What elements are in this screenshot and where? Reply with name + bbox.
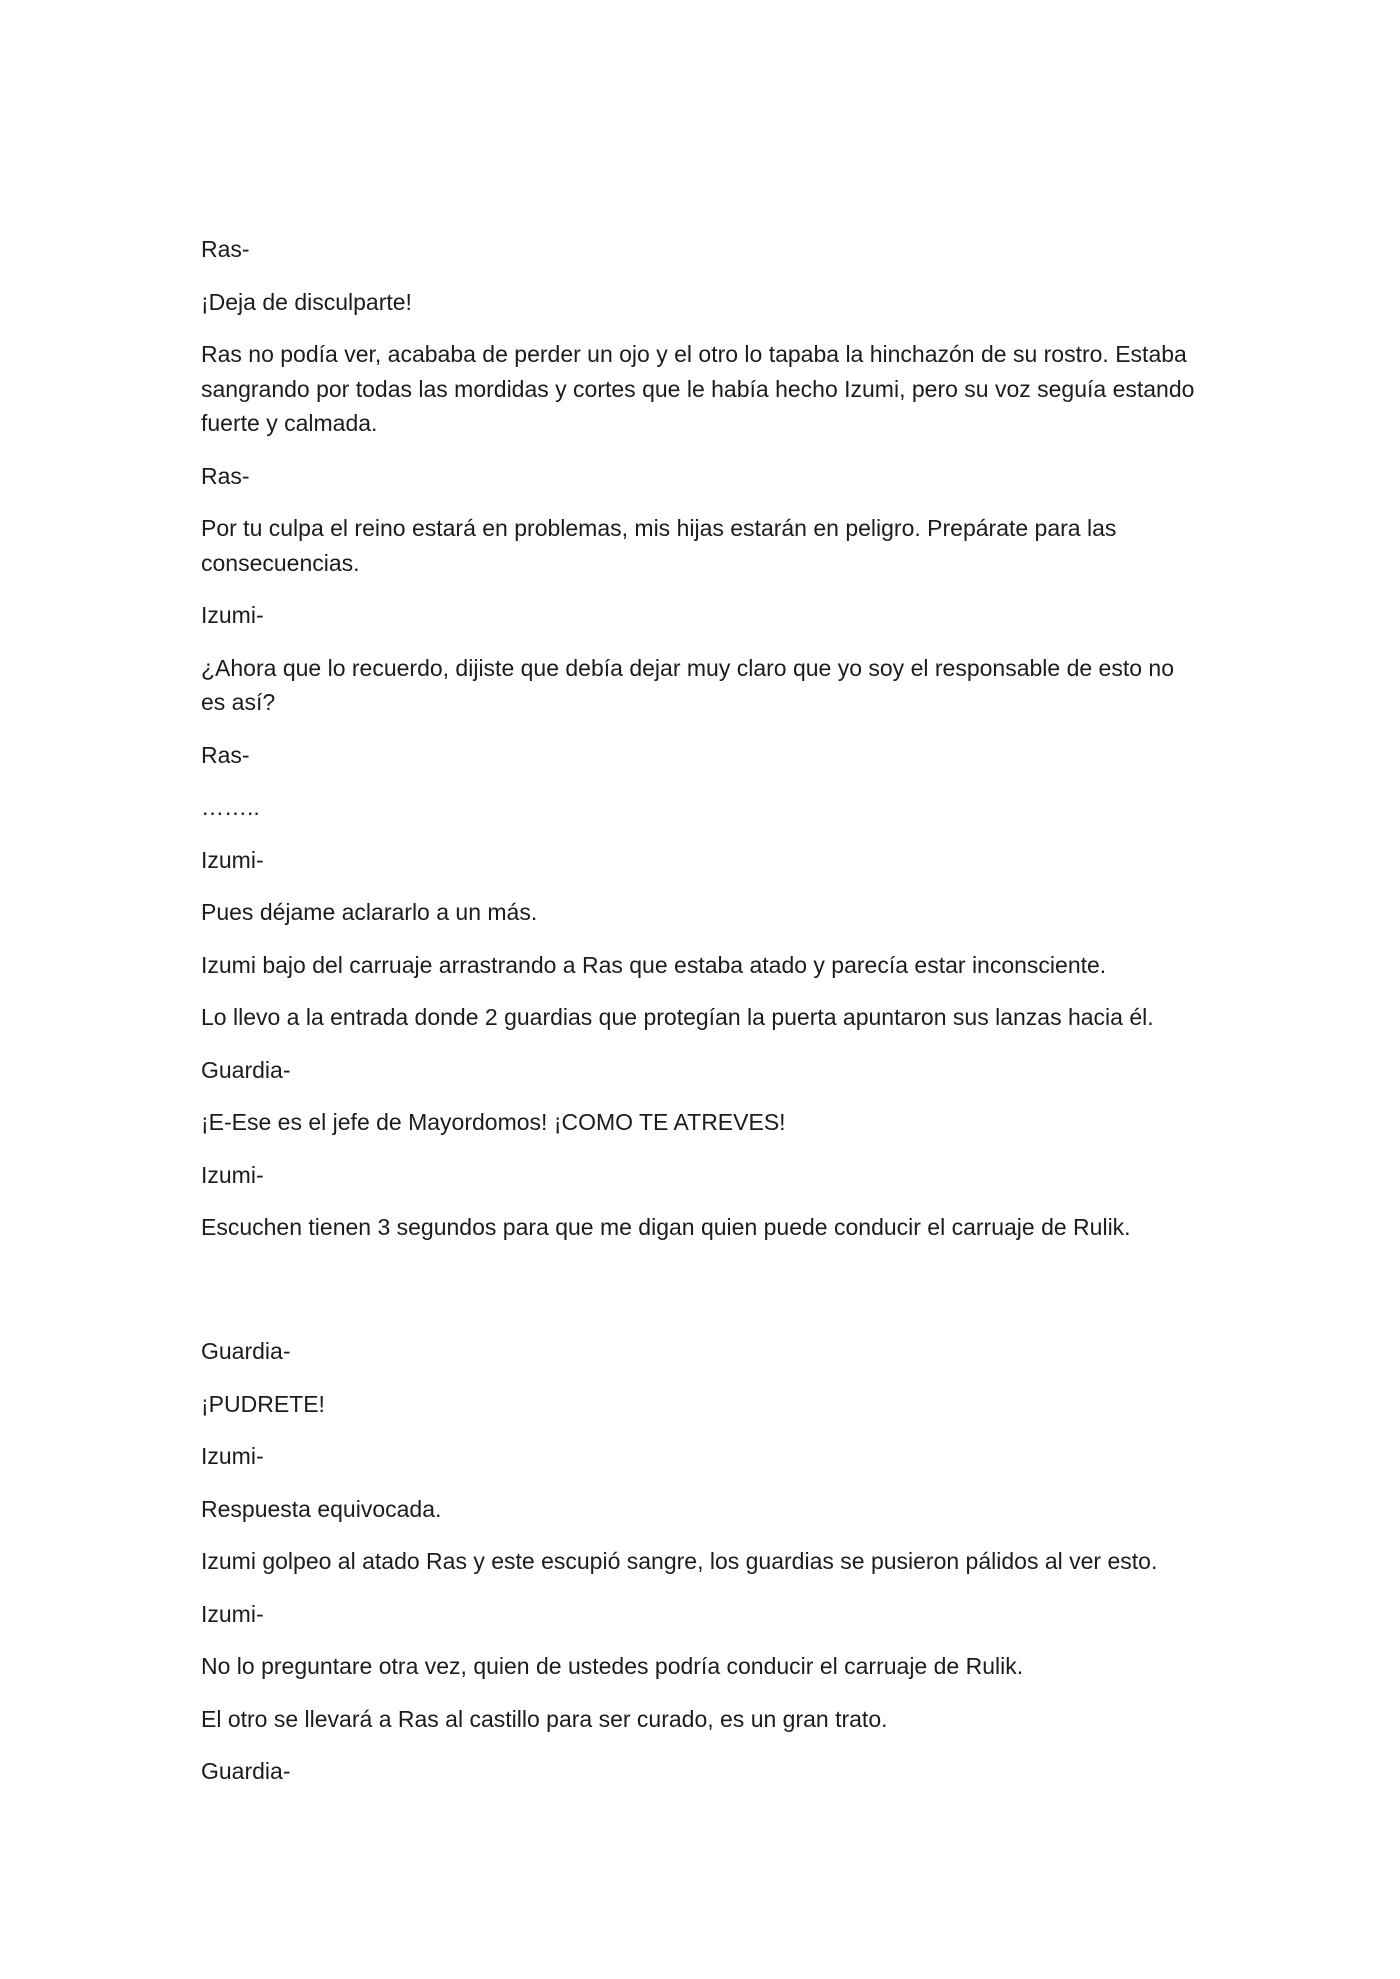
speaker-label: Izumi- <box>201 846 264 873</box>
dialogue-line: Pues déjame aclararlo a un más. <box>201 899 538 925</box>
speaker-label: Ras- <box>201 236 250 262</box>
dialogue-line: El otro se llevará a Ras al castillo para ser curado, es un gran trato. <box>201 1705 888 1732</box>
speaker-label: Izumi- <box>201 1443 264 1469</box>
blank-paragraph <box>201 1263 1201 1298</box>
narration-paragraph: Ras no podía ver, acababa de perder un ojo y el otro lo tapaba la hinchazón de su rostro. Estaba sangrando por todas las mordidas y cortes que le había hecho Izumi, pero su voz seguía estando fuerte y calmada. <box>201 341 1195 436</box>
dialogue-line: Escuchen tienen 3 segundos para que me digan quien puede conducir el carruaje de Rulik. <box>201 1214 1131 1240</box>
speaker-label: Ras- <box>201 462 250 489</box>
dialogue-line: …….. <box>201 794 260 820</box>
narration-paragraph: Izumi bajo del carruaje arrastrando a Ras que estaba atado y parecía estar inconsciente. <box>201 951 1107 978</box>
narration-paragraph: Lo llevo a la entrada donde 2 guardias que protegían la puerta apuntaron sus lanzas hacia él. <box>201 1004 1154 1030</box>
speaker-label: Guardia- <box>201 1338 291 1364</box>
dialogue-line: Por tu culpa el reino estará en problemas, mis hijas estarán en peligro. Prepárate para las consecuencias. <box>201 515 1117 576</box>
document-body <box>201 232 1201 1807</box>
speaker-label: Izumi- <box>201 1161 264 1188</box>
speaker-label: Izumi- <box>201 602 264 628</box>
speaker-label: Guardia- <box>201 1056 291 1083</box>
speaker-label: Izumi- <box>201 1600 264 1627</box>
dialogue-line: ¡Deja de disculparte! <box>201 288 412 315</box>
speaker-label: Guardia- <box>201 1758 291 1784</box>
dialogue-line: No lo preguntare otra vez, quien de ustedes podría conducir el carruaje de Rulik. <box>201 1653 1024 1679</box>
dialogue-line: Respuesta equivocada. <box>201 1495 442 1522</box>
dialogue-line: ¡PUDRETE! <box>201 1390 325 1417</box>
narration-paragraph: Izumi golpeo al atado Ras y este escupió sangre, los guardias se pusieron pálidos al ver esto. <box>201 1548 1158 1574</box>
dialogue-line: ¿Ahora que lo recuerdo, dijiste que debía dejar muy claro que yo soy el responsable de esto no es así? <box>201 654 1174 715</box>
dialogue-line: ¡E-Ese es el jefe de Mayordomos! ¡COMO TE ATREVES! <box>201 1109 786 1135</box>
speaker-label: Ras- <box>201 741 250 768</box>
